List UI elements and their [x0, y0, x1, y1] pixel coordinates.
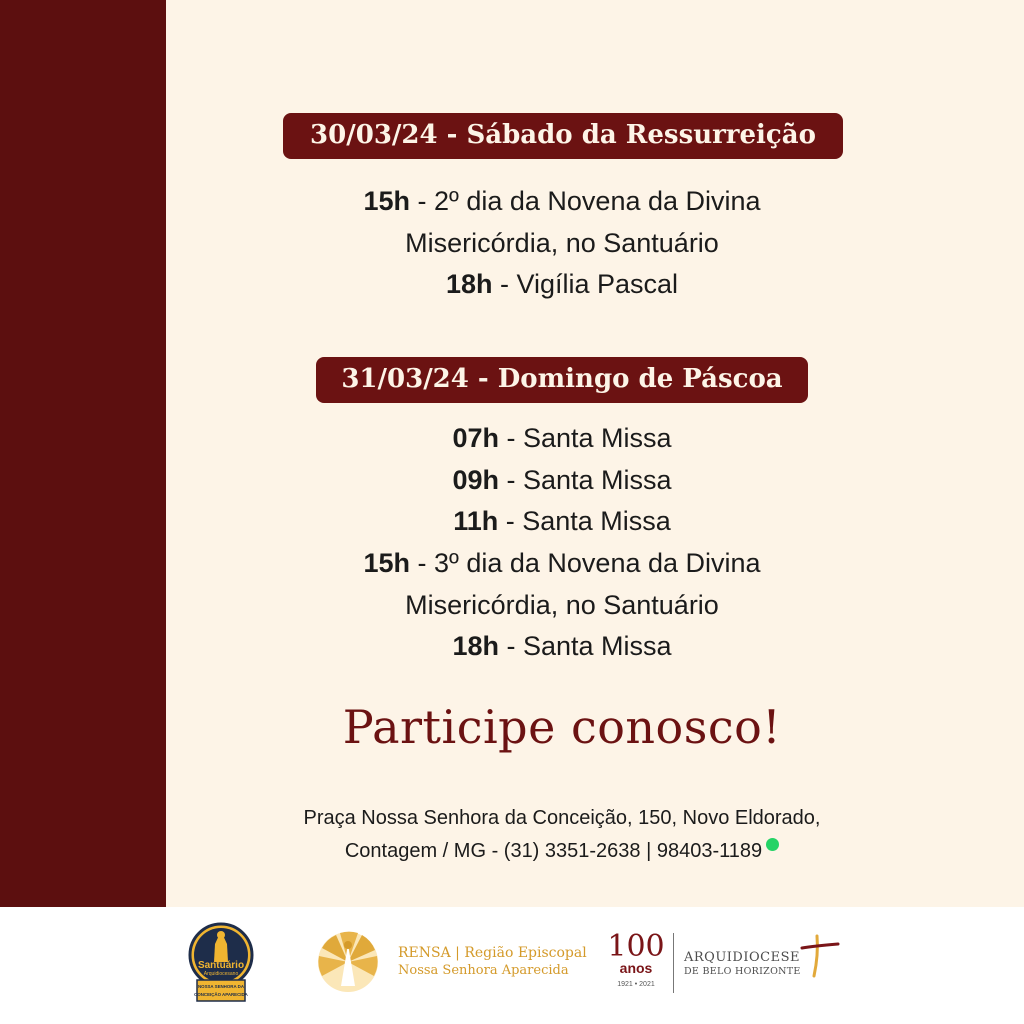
event-description: - 2º dia da Novena da Divina — [409, 186, 761, 216]
cross-icon-bar — [802, 944, 838, 948]
santuario-logo-band-line2: CONCEIÇÃO APARECIDA — [194, 992, 248, 997]
centenary-years: 1921 • 2021 — [617, 981, 655, 988]
rensa-sunburst-icon — [316, 930, 382, 994]
santuario-logo-band-line1: NOSSA SENHORA DA — [197, 984, 245, 989]
rensa-logo — [316, 930, 587, 994]
rensa-logo-text — [398, 945, 587, 979]
event-description: Misericórdia, no Santuário — [405, 227, 719, 258]
schedule-line — [262, 181, 862, 223]
santuario-logo-subtitle: Arquidiocesano — [203, 971, 239, 977]
event-description: - Santa Missa — [498, 423, 672, 453]
call-to-action: Participe conosco! — [342, 700, 782, 754]
event-time: 11h — [453, 506, 499, 537]
santuario-logo-crown — [217, 931, 225, 939]
event-description: - Santa Missa — [498, 506, 671, 537]
side-color-band — [0, 0, 166, 907]
schedule-line — [262, 501, 862, 543]
rensa-logo-line1: RENSA | Região Episcopal — [398, 945, 587, 961]
event-description: - Santa Missa — [498, 631, 672, 662]
santuario-logo — [188, 922, 254, 1002]
event-time: 15h — [363, 548, 410, 579]
arquidiocese-logo — [604, 930, 844, 996]
day1-schedule — [262, 181, 862, 306]
address-block — [230, 802, 894, 868]
event-time: 18h — [452, 631, 499, 662]
santuario-logo-title: Santuário — [197, 960, 245, 971]
cross-icon — [800, 932, 840, 978]
schedule-line — [262, 543, 862, 585]
address-line-1: Praça Nossa Senhora da Conceição, 150, Novo Eldorado, — [303, 807, 821, 829]
event-time: 07h — [452, 423, 499, 453]
centenary-number: 100 — [607, 929, 665, 964]
schedule-line — [262, 223, 862, 265]
schedule-line — [262, 585, 862, 627]
event-time: 18h — [445, 269, 493, 300]
schedule-line — [262, 460, 862, 502]
rensa-icon-head — [344, 941, 352, 949]
event-time: 15h — [363, 186, 410, 216]
event-description: - Vigília Pascal — [492, 269, 679, 300]
schedule-line — [262, 418, 862, 460]
arquidiocese-name — [684, 950, 801, 978]
cross-icon-stem — [814, 936, 817, 976]
event-time: 09h — [452, 464, 499, 495]
logo-divider — [673, 933, 674, 993]
centenary-anos: anos — [619, 960, 653, 976]
schedule-line — [262, 264, 862, 306]
arquidiocese-name-line2: DE BELO HORIZONTE — [684, 966, 801, 977]
event-description: - 3º dia da Novena da Divina — [409, 548, 761, 579]
day1-heading: 30/03/24 - Sábado da Ressurreição — [283, 113, 843, 159]
schedule-line — [262, 626, 862, 668]
day2-schedule — [262, 418, 862, 668]
day2-heading: 31/03/24 - Domingo de Páscoa — [316, 357, 808, 403]
address-phone-text: Contagem / MG - (31) 3351-2638 | 98403-1189 — [344, 840, 763, 862]
address-line-2 — [230, 835, 894, 868]
event-description: Misericórdia, no Santuário — [405, 589, 719, 620]
event-description: - Santa Missa — [498, 464, 672, 495]
rensa-logo-line2: Nossa Senhora Aparecida — [398, 963, 569, 978]
whatsapp-icon — [766, 838, 779, 851]
arquidiocese-name-line1: ARQUIDIOCESE — [684, 950, 800, 965]
